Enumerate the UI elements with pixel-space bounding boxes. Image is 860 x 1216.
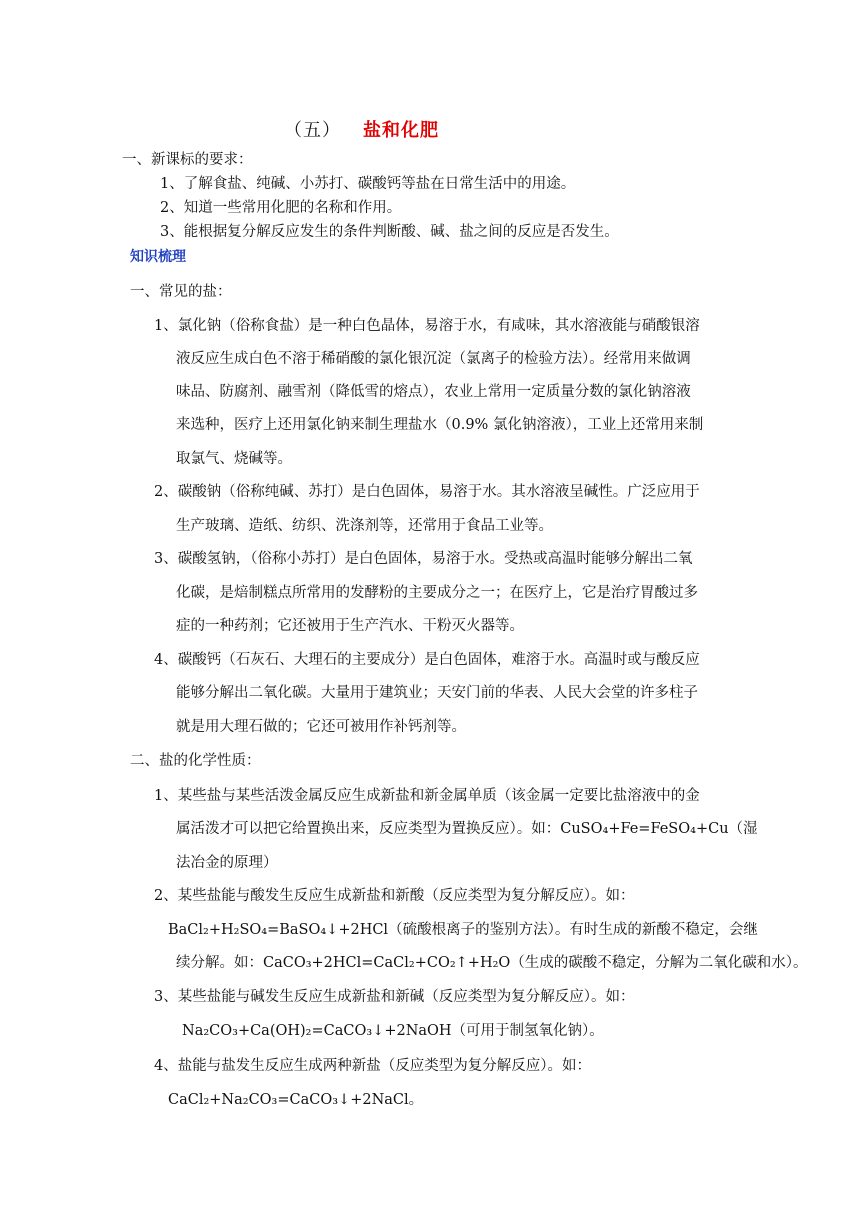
- chem-paragraph-line: 属活泼才可以把它给置换出来，反应类型为置换反应）。如：CuSO₄+Fe=FeSO₄+Cu（湿: [176, 821, 758, 837]
- requirement-item: 3、能根据复分解反应发生的条件判断酸、碱、盐之间的反应是否发生。: [160, 224, 619, 240]
- salt-paragraph-line: 3、碳酸氢钠，（俗称小苏打）是白色固体，易溶于水。受热或高温时能够分解出二氧: [154, 551, 693, 567]
- chem-props-heading: 二、盐的化学性质：: [130, 753, 261, 769]
- salt-paragraph-line: 液反应生成白色不溶于稀硝酸的氯化银沉淀（氯离子的检验方法）。经常用来做调: [176, 351, 691, 367]
- salt-paragraph-line: 化碳，是焙制糕点所常用的发酵粉的主要成分之一；在医疗上，它是治疗胃酸过多: [176, 585, 698, 601]
- page-title: [284, 116, 439, 142]
- salt-paragraph-line: 1、氯化钠（俗称食盐）是一种白色晶体，易溶于水，有咸味，其水溶液能与硝酸银溶: [154, 318, 700, 334]
- salt-paragraph-line: 味品、防腐剂、融雪剂（降低雪的熔点），农业上常用一定质量分数的氯化钠溶液: [176, 384, 691, 400]
- common-salts-heading: 一、常见的盐：: [130, 284, 232, 300]
- salt-paragraph-line: 取氯气、烧碱等。: [176, 451, 292, 467]
- chem-paragraph-line: 法冶金的原理）: [176, 855, 278, 871]
- chem-paragraph-line: 2、某些盐能与酸发生反应生成新盐和新酸（反应类型为复分解反应）。如：: [154, 888, 635, 904]
- knowledge-heading: 知识梳理: [130, 249, 186, 265]
- salt-paragraph-line: 4、碳酸钙（石灰石、大理石的主要成分）是白色固体，难溶于水。高温时或与酸反应: [154, 652, 700, 668]
- salt-paragraph-line: 症的一种药剂；它还被用于生产汽水、干粉灭火器等。: [176, 618, 524, 634]
- chem-equation-line: BaCl₂+H₂SO₄=BaSO₄↓+2HCl（硫酸根离子的鉴别方法）。有时生成的新酸不稳定，会继: [168, 922, 758, 938]
- salt-paragraph-line: 就是用大理石做的；它还可被用作补钙剂等。: [176, 719, 466, 735]
- salt-paragraph-line: 能够分解出二氧化碳。大量用于建筑业；天安门前的华表、人民大会堂的许多柱子: [176, 685, 698, 701]
- chem-equation-line: 续分解。如：CaCO₃+2HCl=CaCl₂+CO₂↑+H₂O（生成的碳酸不稳定，分解为二氧化碳和水）。: [176, 955, 808, 971]
- title-main: 盐和化肥: [363, 120, 439, 141]
- requirement-item: 1、了解食盐、纯碱、小苏打、碳酸钙等盐在日常生活中的用途。: [160, 176, 576, 192]
- title-number: （五）: [284, 120, 341, 141]
- chem-paragraph-line: 3、某些盐能与碱发生反应生成新盐和新碱（反应类型为复分解反应）。如：: [154, 989, 635, 1005]
- chem-paragraph-line: 4、盐能与盐发生反应生成两种新盐（反应类型为复分解反应）。如：: [154, 1058, 591, 1074]
- chem-equation-line: CaCl₂+Na₂CO₃=CaCO₃↓+2NaCl。: [168, 1092, 424, 1108]
- requirement-item: 2、知道一些常用化肥的名称和作用。: [160, 200, 402, 216]
- salt-paragraph-line: 来选种，医疗上还用氯化钠来制生理盐水（0.9% 氯化钠溶液），工业上还常用来制: [176, 417, 704, 433]
- chem-paragraph-line: 1、某些盐与某些活泼金属反应生成新盐和新金属单质（该金属一定要比盐溶液中的金: [154, 788, 700, 804]
- salt-paragraph-line: 生产玻璃、造纸、纺织、洗涤剂等，还常用于食品工业等。: [176, 518, 553, 534]
- salt-paragraph-line: 2、碳酸钠（俗称纯碱、苏打）是白色固体，易溶于水。其水溶液呈碱性。广泛应用于: [154, 484, 700, 500]
- requirements-heading: 一、新课标的要求：: [122, 152, 253, 168]
- chem-equation-line: Na₂CO₃+Ca(OH)₂=CaCO₃↓+2NaOH（可用于制氢氧化钠）。: [182, 1023, 604, 1039]
